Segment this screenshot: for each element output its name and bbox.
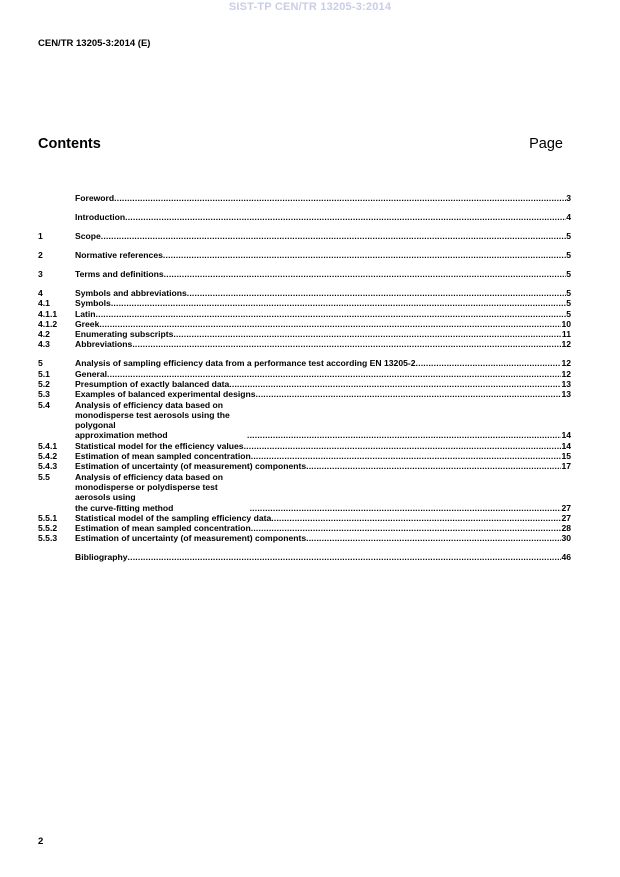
toc-entry-uncertainty-components-1[interactable] bbox=[38, 461, 571, 471]
toc-leader-dots bbox=[114, 193, 566, 203]
toc-page-number: 17 bbox=[561, 461, 571, 472]
toc-entry-polygonal-approximation[interactable] bbox=[38, 400, 571, 441]
toc-page-number: 14 bbox=[561, 430, 571, 441]
toc-entry-bibliography[interactable] bbox=[38, 552, 571, 562]
toc-title: Enumerating subscripts bbox=[75, 329, 174, 340]
page-number: 2 bbox=[38, 836, 44, 847]
toc-title: Analysis of efficiency data based on monodisperse test aerosols using the polygonal approximation method bbox=[75, 399, 230, 441]
toc-title: Statistical model for the efficiency values bbox=[75, 440, 244, 451]
toc-leader-dots bbox=[99, 319, 561, 329]
toc-page-number: 5 bbox=[566, 308, 571, 319]
toc-page-number: 30 bbox=[561, 533, 571, 544]
toc-entry-normative-references[interactable] bbox=[38, 250, 571, 260]
toc-number: 5.4.1 bbox=[38, 440, 58, 451]
toc-title: Abbreviations bbox=[75, 339, 133, 350]
toc-entry-introduction[interactable] bbox=[38, 212, 571, 222]
toc-leader-dots bbox=[96, 309, 567, 319]
toc-entry-statistical-model-efficiency[interactable] bbox=[38, 441, 571, 451]
toc-title: Symbols and abbreviations bbox=[75, 287, 187, 298]
table-of-contents bbox=[38, 193, 571, 563]
toc-page-number: 15 bbox=[561, 451, 571, 462]
toc-leader-dots bbox=[244, 441, 562, 451]
toc-number: 4.1 bbox=[38, 298, 50, 309]
toc-title: Scope bbox=[75, 230, 101, 241]
toc-entry-curve-fitting[interactable] bbox=[38, 472, 571, 513]
toc-entry-mean-sampled-concentration-1[interactable] bbox=[38, 451, 571, 461]
toc-number: 5.2 bbox=[38, 378, 50, 389]
toc-title: Estimation of mean sampled concentration bbox=[75, 451, 251, 462]
toc-leader-dots bbox=[247, 430, 561, 440]
toc-leader-dots bbox=[256, 389, 562, 399]
watermark: SIST-TP CEN/TR 13205-3:2014 bbox=[228, 1, 392, 13]
toc-title: Statistical model of the sampling efficiency data bbox=[75, 512, 272, 523]
toc-page-number: 13 bbox=[561, 378, 571, 389]
toc-page-number: 27 bbox=[561, 502, 571, 513]
toc-number: 5.1 bbox=[38, 368, 50, 379]
toc-title: Estimation of uncertainty (of measurement) components bbox=[75, 461, 307, 472]
toc-title: Latin bbox=[75, 308, 96, 319]
toc-page-number: 27 bbox=[561, 512, 571, 523]
toc-number: 5.4 bbox=[38, 399, 50, 410]
toc-page-number: 5 bbox=[566, 298, 571, 309]
toc-title: Analysis of efficiency data based on monodisperse or polydisperse test aerosols using the curve-fitting method bbox=[75, 471, 224, 513]
toc-page-number: 14 bbox=[561, 440, 571, 451]
toc-number: 3 bbox=[38, 268, 43, 279]
toc-number: 5.4.3 bbox=[38, 461, 58, 472]
toc-entry-latin[interactable] bbox=[38, 309, 571, 319]
toc-number: 5 bbox=[38, 358, 43, 369]
contents-heading: Contents bbox=[38, 136, 101, 152]
toc-leader-dots bbox=[271, 513, 561, 523]
toc-entry-mean-sampled-concentration-2[interactable] bbox=[38, 523, 571, 533]
toc-page-number: 4 bbox=[566, 211, 571, 222]
toc-page-number: 3 bbox=[566, 193, 571, 203]
toc-leader-dots bbox=[229, 379, 561, 389]
toc-entry-enumerating-subscripts[interactable] bbox=[38, 329, 571, 339]
toc-title: Symbols bbox=[75, 298, 111, 309]
toc-title: Estimation of mean sampled concentration bbox=[75, 523, 251, 534]
toc-entry-presumption-balanced-data[interactable] bbox=[38, 379, 571, 389]
toc-number: 5.5.2 bbox=[38, 523, 58, 534]
toc-entry-uncertainty-components-2[interactable] bbox=[38, 533, 571, 543]
page-column-heading: Page bbox=[529, 136, 563, 152]
toc-leader-dots bbox=[164, 269, 567, 279]
toc-page-number: 46 bbox=[561, 552, 571, 563]
toc-number: 5.4.2 bbox=[38, 451, 58, 462]
toc-page-number: 5 bbox=[566, 268, 571, 279]
toc-leader-dots bbox=[251, 451, 562, 461]
toc-title: Presumption of exactly balanced data bbox=[75, 378, 230, 389]
toc-title: Analysis of sampling efficiency data from a performance test according EN 13205-2 bbox=[75, 358, 416, 369]
toc-entry-examples-balanced-designs[interactable] bbox=[38, 389, 571, 399]
toc-page-number: 10 bbox=[561, 318, 571, 329]
toc-number: 4.1.1 bbox=[38, 308, 58, 319]
toc-page-number: 28 bbox=[561, 523, 571, 534]
toc-title: Greek bbox=[75, 318, 100, 329]
toc-number: 1 bbox=[38, 230, 43, 241]
toc-title: Terms and definitions bbox=[75, 268, 164, 279]
toc-entry-statistical-model-sampling[interactable] bbox=[38, 513, 571, 523]
toc-leader-dots bbox=[187, 288, 566, 298]
toc-entry-general[interactable] bbox=[38, 369, 571, 379]
toc-leader-dots bbox=[306, 461, 561, 471]
toc-leader-dots bbox=[132, 339, 561, 349]
toc-leader-dots bbox=[111, 298, 566, 308]
toc-page-number: 5 bbox=[566, 249, 571, 260]
toc-number: 5.3 bbox=[38, 389, 50, 400]
toc-title: Normative references bbox=[75, 249, 163, 260]
toc-leader-dots bbox=[306, 533, 561, 543]
toc-number: 4 bbox=[38, 287, 43, 298]
toc-leader-dots bbox=[101, 231, 566, 241]
toc-number: 4.1.2 bbox=[38, 318, 58, 329]
toc-leader-dots bbox=[163, 250, 566, 260]
toc-leader-dots bbox=[251, 523, 562, 533]
toc-leader-dots bbox=[107, 369, 561, 379]
toc-leader-dots bbox=[250, 503, 562, 513]
toc-leader-dots bbox=[125, 212, 566, 222]
toc-number: 5.5 bbox=[38, 471, 50, 482]
toc-title: Foreword bbox=[75, 193, 115, 203]
toc-number: 4.3 bbox=[38, 339, 50, 350]
toc-entry-greek[interactable] bbox=[38, 319, 571, 329]
toc-page-number: 13 bbox=[561, 389, 571, 400]
toc-entry-abbreviations[interactable] bbox=[38, 339, 571, 349]
toc-title: General bbox=[75, 368, 108, 379]
toc-leader-dots bbox=[173, 329, 562, 339]
toc-title: Bibliography bbox=[75, 552, 128, 563]
toc-entry-symbols-and-abbreviations[interactable] bbox=[38, 288, 571, 298]
toc-title: Estimation of uncertainty (of measurement) components bbox=[75, 533, 307, 544]
toc-page-number: 12 bbox=[561, 368, 571, 379]
toc-page-number: 12 bbox=[561, 339, 571, 350]
toc-number: 5.5.3 bbox=[38, 533, 58, 544]
toc-entry-terms-and-definitions[interactable] bbox=[38, 269, 571, 279]
toc-page-number: 5 bbox=[566, 230, 571, 241]
toc-page-number: 12 bbox=[561, 358, 571, 369]
toc-title: Examples of balanced experimental designs bbox=[75, 389, 256, 400]
toc-entry-symbols[interactable] bbox=[38, 298, 571, 308]
toc-entry-analysis-of-sampling-efficiency[interactable] bbox=[38, 358, 571, 368]
toc-number: 4.2 bbox=[38, 329, 50, 340]
toc-leader-dots bbox=[128, 552, 562, 562]
toc-leader-dots bbox=[416, 358, 562, 368]
document-id: CEN/TR 13205-3:2014 (E) bbox=[38, 38, 151, 49]
toc-title: Introduction bbox=[75, 211, 126, 222]
toc-number: 5.5.1 bbox=[38, 512, 58, 523]
toc-page-number: 5 bbox=[566, 287, 571, 298]
toc-number: 2 bbox=[38, 249, 43, 260]
toc-entry-scope[interactable] bbox=[38, 231, 571, 241]
toc-entry-foreword[interactable] bbox=[38, 193, 571, 203]
toc-page-number: 11 bbox=[561, 329, 571, 340]
